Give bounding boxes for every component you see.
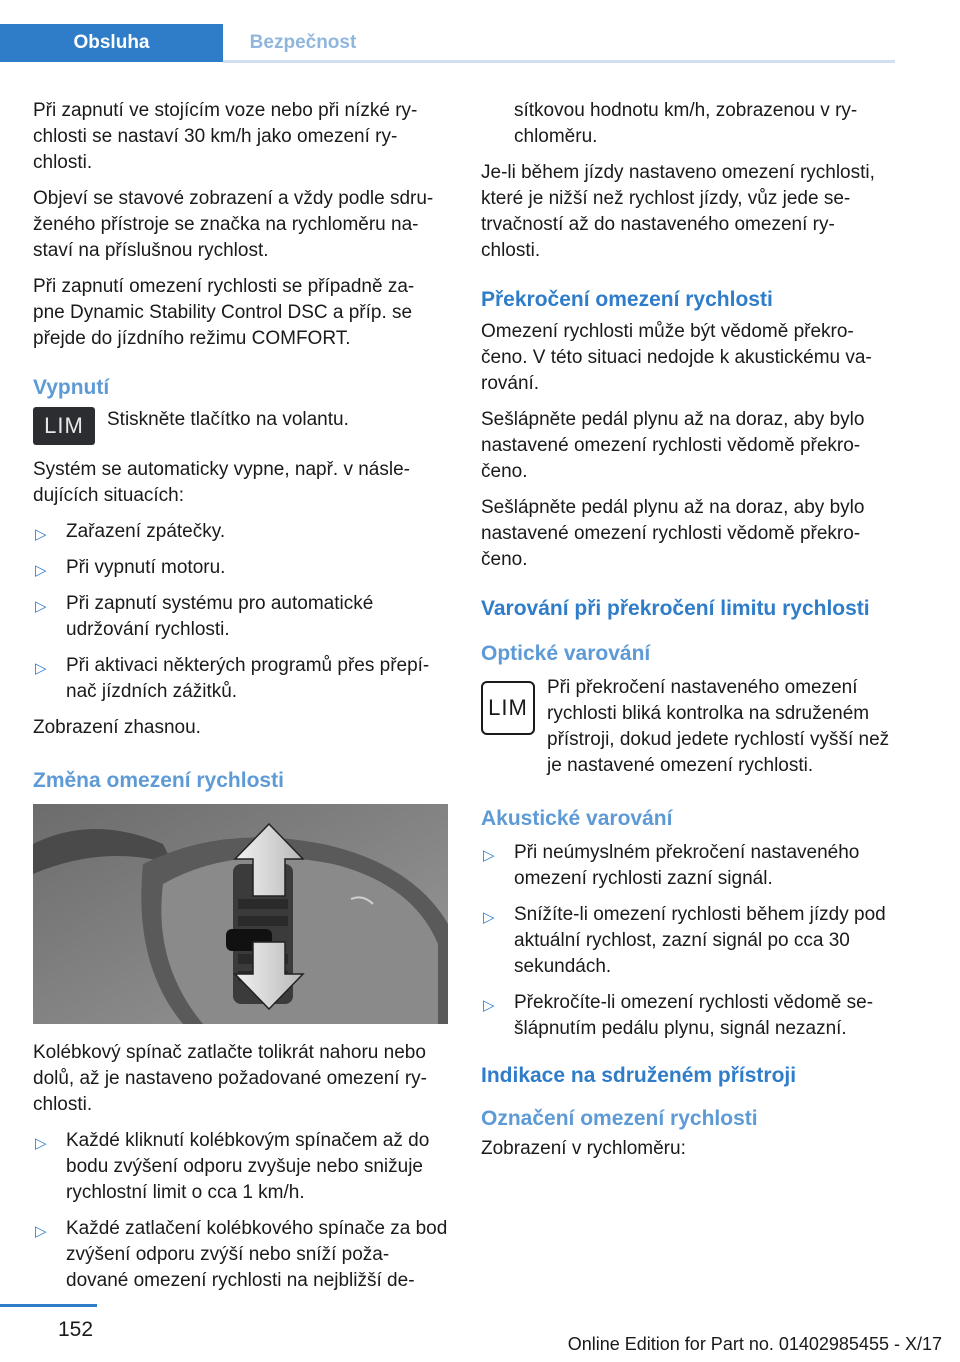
section-tabs	[0, 24, 383, 62]
paragraph: Při zapnutí omezení rychlosti se případně za‐ pne Dynamic Stability Control DSC a příp. se přejde do jízdního režimu COMFORT.	[33, 276, 415, 349]
paragraph: Kolébkový spínač zatlačte tolikrát nahoru nebo dolů, až je nastaveno požadované omezení ry‐ chlosti.	[33, 1042, 427, 1115]
heading-indikace: Indikace na sdruženém přístroji	[481, 1064, 797, 1087]
paragraph: Omezení rychlosti může být vědomě překro‐ čeno. V této situaci nedojde k akustickému va‐ rování.	[481, 321, 872, 394]
list-item	[481, 990, 894, 1042]
lim-warning	[481, 675, 894, 779]
paragraph: Zobrazení v rychloměru:	[481, 1138, 686, 1159]
bullet-list	[33, 1128, 448, 1294]
page-number: 152	[58, 1318, 94, 1341]
tab-underline	[223, 60, 895, 63]
lim-indicator-icon	[481, 681, 535, 735]
paragraph: Je-li během jízdy nastaveno omezení rychlosti, které je nižší než rychlost jízdy, vůz jede se‐ trvačností až do nastaveného omezení ry‐ chlosti.	[481, 162, 875, 261]
right-column	[481, 98, 894, 1172]
triangle-bullet-icon: ▷	[35, 660, 47, 677]
paragraph: Zobrazení zhasnou.	[33, 717, 201, 738]
list-item-text: Zařazení zpátečky.	[66, 521, 226, 542]
lim-instruction	[33, 407, 448, 445]
list-item	[33, 519, 448, 545]
list-item-text: Překročíte-li omezení rychlosti vědomě se‐ šlápnutím pedálu plynu, signál nezazní.	[514, 992, 874, 1039]
list-item-text: Každé zatlačení kolébkového spínače za bod zvýšení odporu zvýší nebo sníží poža‐ dované omezení rychlosti na nejbližší de‐	[66, 1218, 448, 1291]
list-item-text: Při zapnutí systému pro automatické udržování rychlosti.	[66, 593, 374, 640]
heading-akusticke: Akustické varování	[481, 807, 673, 830]
steering-wheel-rocker-illustration	[33, 804, 448, 1024]
steering-wheel-image	[33, 804, 448, 1024]
opticke-text: Při překročení nastaveného omezení rychlosti bliká kontrolka na sdruženém přístroji, dokud jedete rychlostí vyšší než je nastavené omezení rychlosti.	[547, 677, 890, 776]
press-text: Stiskněte tlačítko na volantu.	[107, 409, 349, 430]
heading-varovani: Varování při překročení limitu rychlosti	[481, 597, 870, 620]
list-item	[481, 840, 894, 892]
lim-label: LIM	[44, 413, 84, 438]
triangle-bullet-icon: ▷	[483, 909, 495, 926]
list-item-text: Při neúmyslném překročení nastaveného omezení rychlosti zazní signál.	[514, 842, 860, 889]
heading-opticke: Optické varování	[481, 642, 651, 665]
list-item	[33, 591, 448, 643]
tab-obsluha[interactable]: Obsluha	[0, 24, 223, 62]
heading-prekroceni: Překročení omezení rychlosti	[481, 288, 773, 311]
left-column	[33, 98, 448, 1304]
lim-label: LIM	[488, 695, 528, 720]
tab-bezpecnost[interactable]: Bezpečnost	[249, 32, 357, 53]
paragraph: Systém se automaticky vypne, např. v násle‐ dujících situacích:	[33, 459, 410, 506]
list-item	[33, 555, 448, 581]
heading-oznaceni: Označení omezení rychlosti	[481, 1107, 758, 1130]
triangle-bullet-icon: ▷	[35, 562, 47, 579]
bullet-list	[481, 840, 894, 1042]
paragraph: Sešlápněte pedál plynu až na doraz, aby bylo nastavené omezení rychlosti vědomě překro‐ čeno.	[481, 497, 865, 570]
paragraph: Objeví se stavové zobrazení a vždy podle sdru‐ ženého přístroje se značka na rychloměru na‐ staví na příslušnou rychlost.	[33, 188, 434, 261]
list-item-text: Při aktivaci některých programů přes přepí‐ nač jízdních zážitků.	[66, 655, 430, 702]
triangle-bullet-icon: ▷	[35, 598, 47, 615]
list-item	[33, 1216, 448, 1294]
lim-button-icon	[33, 407, 95, 445]
list-item	[33, 653, 448, 705]
list-item-text: Při vypnutí motoru.	[66, 557, 226, 578]
paragraph: Při zapnutí ve stojícím voze nebo při nízké ry‐ chlosti se nastaví 30 km/h jako omezení ry‐ chlosti.	[33, 100, 418, 173]
triangle-bullet-icon: ▷	[35, 1223, 47, 1240]
heading-zmena: Změna omezení rychlosti	[33, 769, 284, 792]
footer-rule	[0, 1304, 97, 1307]
triangle-bullet-icon: ▷	[35, 526, 47, 543]
triangle-bullet-icon: ▷	[483, 997, 495, 1014]
bullet-list	[33, 519, 448, 705]
heading-vypnuti: Vypnutí	[33, 376, 110, 399]
list-item	[481, 902, 894, 980]
triangle-bullet-icon: ▷	[483, 847, 495, 864]
edition-label: Online Edition for Part no. 01402985455 - X/17	[567, 1334, 942, 1354]
triangle-bullet-icon: ▷	[35, 1135, 47, 1152]
list-item-text: Snížíte-li omezení rychlosti během jízdy pod aktuální rychlost, zazní signál po cca 30 sekundách.	[514, 904, 886, 977]
paragraph-continuation: sítkovou hodnotu km/h, zobrazenou v ry‐ chloměru.	[514, 100, 858, 147]
paragraph: Sešlápněte pedál plynu až na doraz, aby bylo nastavené omezení rychlosti vědomě překro‐ čeno.	[481, 409, 865, 482]
list-item-text: Každé kliknutí kolébkovým spínačem až do bodu zvýšení odporu zvyšuje nebo snižuje rychlostní limit o cca 1 km/h.	[66, 1130, 430, 1203]
list-item	[33, 1128, 448, 1206]
